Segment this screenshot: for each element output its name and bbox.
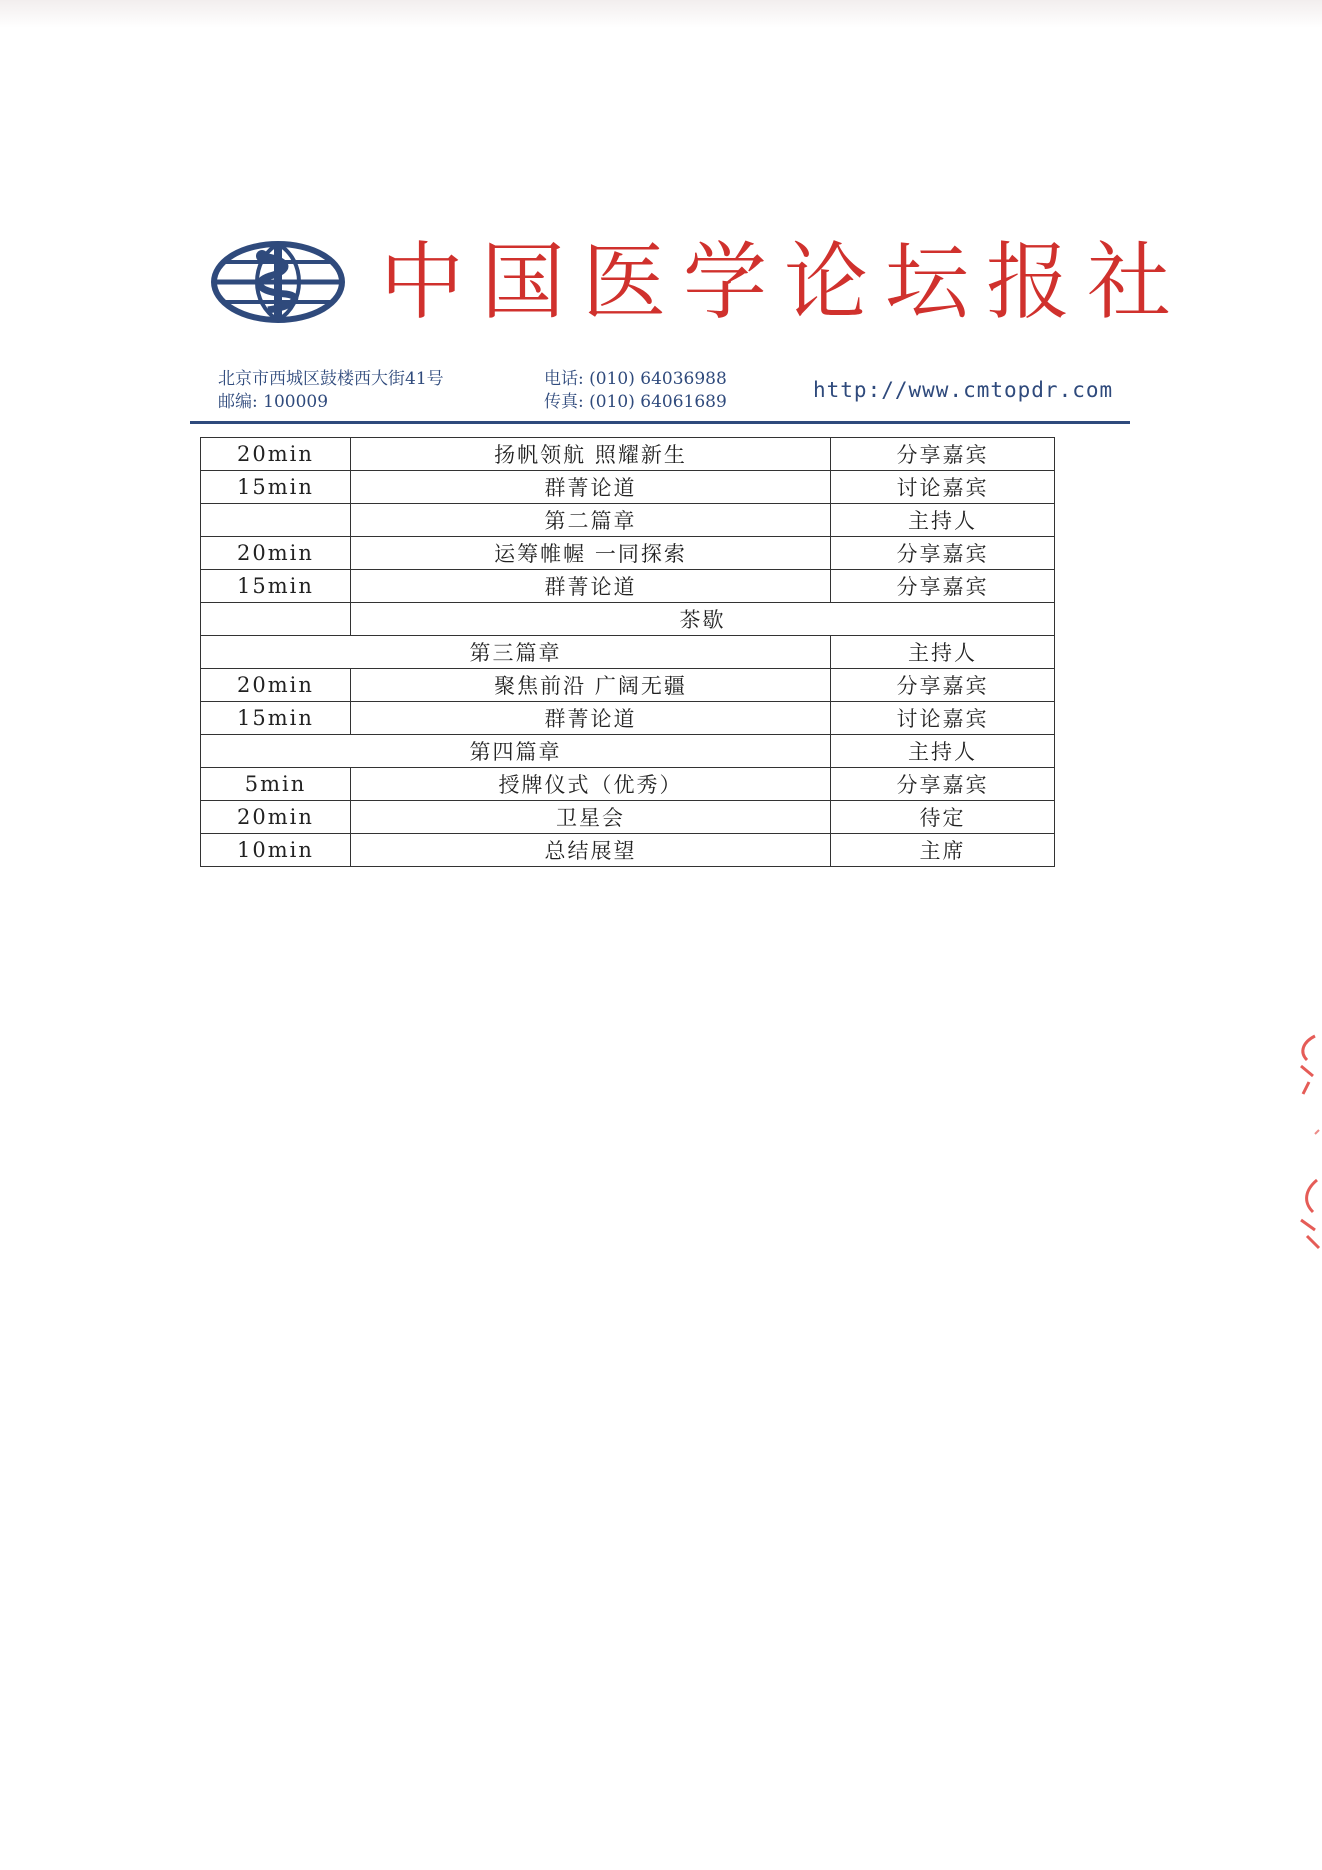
- role-cell: 主席: [831, 834, 1055, 867]
- table-row: [201, 537, 1055, 570]
- break-cell: 茶歇: [351, 603, 1055, 636]
- table-row: [201, 834, 1055, 867]
- globe-caduceus-logo: [210, 240, 346, 324]
- postcode-line: 邮编: 100009: [218, 392, 329, 412]
- topic-cell: 聚焦前沿 广阔无疆: [351, 669, 831, 702]
- time-cell: 15min: [201, 570, 351, 603]
- role-cell: 讨论嘉宾: [831, 702, 1055, 735]
- section-title-cell: 第四篇章: [201, 735, 831, 768]
- role-cell: 主持人: [831, 636, 1055, 669]
- table-row: [201, 669, 1055, 702]
- time-cell: 20min: [201, 669, 351, 702]
- role-cell: 分享嘉宾: [831, 438, 1055, 471]
- topic-cell: 第二篇章: [351, 504, 831, 537]
- role-cell: 分享嘉宾: [831, 669, 1055, 702]
- agenda-table: [200, 437, 1055, 867]
- section-title-cell: 第三篇章: [201, 636, 831, 669]
- website-url: http://www.cmtopdr.com: [813, 378, 1114, 402]
- role-cell: 主持人: [831, 504, 1055, 537]
- time-cell: 15min: [201, 471, 351, 504]
- topic-cell: 卫星会: [351, 801, 831, 834]
- time-cell: [201, 603, 351, 636]
- topic-cell: 授牌仪式（优秀）: [351, 768, 831, 801]
- contact-phone-block: [544, 368, 727, 414]
- role-cell: 待定: [831, 801, 1055, 834]
- phone-line: 电话: (010) 64036988: [544, 369, 727, 389]
- topic-cell: 群菁论道: [351, 471, 831, 504]
- table-row: [201, 438, 1055, 471]
- role-cell: 分享嘉宾: [831, 570, 1055, 603]
- topic-cell: 运筹帷幄 一同探索: [351, 537, 831, 570]
- contact-address-block: [218, 368, 444, 414]
- time-cell: 20min: [201, 438, 351, 471]
- time-cell: 20min: [201, 537, 351, 570]
- time-cell: [201, 504, 351, 537]
- scan-top-shade: [0, 0, 1322, 28]
- header-divider: [190, 421, 1130, 424]
- time-cell: 20min: [201, 801, 351, 834]
- address-line: 北京市西城区鼓楼西大街41号: [218, 369, 444, 389]
- table-row: [201, 471, 1055, 504]
- org-name: 中国医学论坛报社: [380, 233, 1189, 331]
- time-cell: 15min: [201, 702, 351, 735]
- time-cell: 10min: [201, 834, 351, 867]
- table-row: [201, 702, 1055, 735]
- role-cell: 分享嘉宾: [831, 537, 1055, 570]
- table-row: [201, 801, 1055, 834]
- table-row: [201, 570, 1055, 603]
- topic-cell: 总结展望: [351, 834, 831, 867]
- table-row: [201, 768, 1055, 801]
- table-row: [201, 504, 1055, 537]
- topic-cell: 扬帆领航 照耀新生: [351, 438, 831, 471]
- role-cell: 讨论嘉宾: [831, 471, 1055, 504]
- role-cell: 分享嘉宾: [831, 768, 1055, 801]
- role-cell: 主持人: [831, 735, 1055, 768]
- table-row: [201, 735, 1055, 768]
- topic-cell: 群菁论道: [351, 702, 831, 735]
- fax-line: 传真: (010) 64061689: [544, 392, 727, 412]
- time-cell: 5min: [201, 768, 351, 801]
- table-row: [201, 603, 1055, 636]
- table-row: [201, 636, 1055, 669]
- partial-red-seal-stamp: [1293, 1030, 1322, 1260]
- topic-cell: 群菁论道: [351, 570, 831, 603]
